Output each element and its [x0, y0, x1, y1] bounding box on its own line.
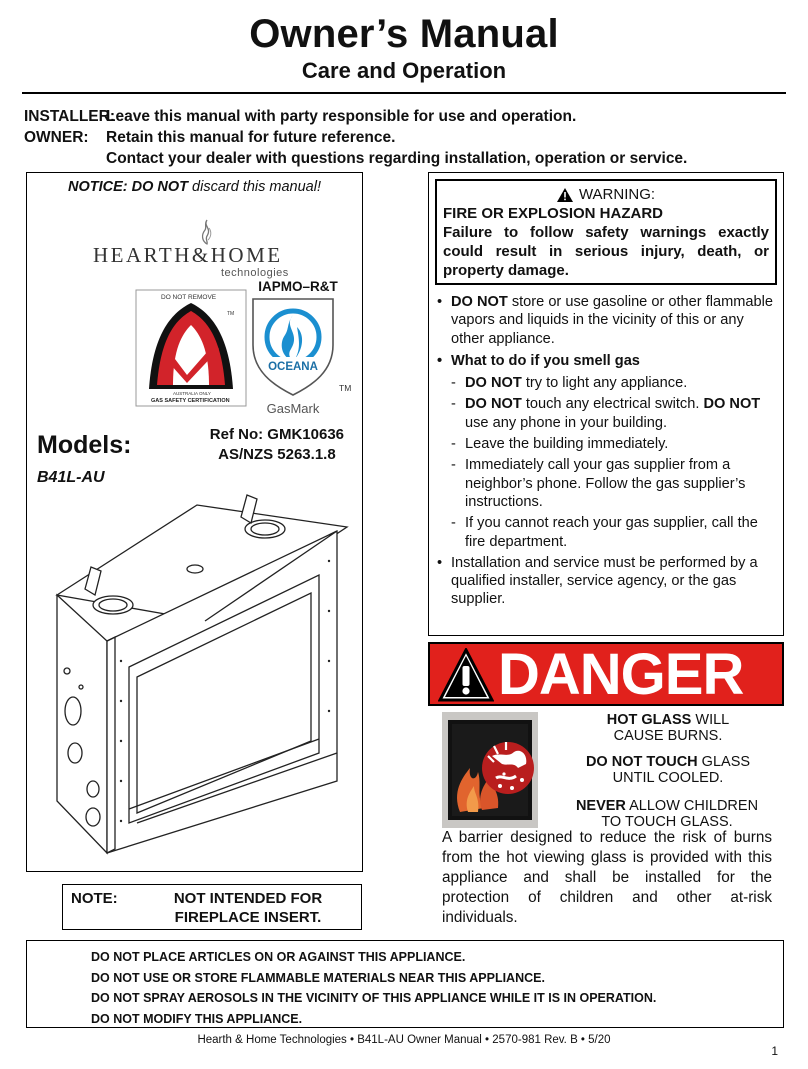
warning-header: [435, 179, 777, 285]
bottom-warning-1: DO NOT PLACE ARTICLES ON OR AGAINST THIS APPLIANCE.: [91, 950, 466, 964]
bottom-warning-2: DO NOT USE OR STORE FLAMMABLE MATERIALS NEAR THIS APPLIANCE.: [91, 970, 545, 985]
gasmark-certification: [239, 279, 357, 419]
danger-line-1: HOT GLASS WILL CAUSE BURNS.: [606, 712, 730, 744]
warning-panel: [428, 172, 784, 636]
brand-sub: technologies: [221, 267, 289, 279]
page-subtitle: Care and Operation: [301, 58, 507, 83]
hot-glass-icon: [442, 712, 538, 828]
warning-sub-4: - Immediately call your gas supplier from a neighbor’s phone. Follow the gas supplier’s instructions.: [437, 456, 777, 511]
warning-triangle-icon: [557, 188, 573, 202]
installer-label: INSTALLER:: [24, 108, 115, 125]
warning-sub-2: - DO NOT touch any electrical switch. DO NOT use any phone in your building.: [437, 395, 777, 432]
danger-banner: [428, 642, 784, 706]
warning-bullet-2: • What to do if you smell gas: [437, 352, 777, 370]
oceana-label: OCEANA: [268, 361, 318, 373]
bottom-warning-3: DO NOT SPRAY AEROSOLS IN THE VICINITY OF THIS APPLIANCE WHILE IT IS IN OPERATION.: [91, 991, 657, 1005]
owner-text-1: Retain this manual for future reference.: [106, 129, 396, 146]
flame-icon: [199, 219, 215, 245]
footer-text: Hearth & Home Technologies • B41L-AU Owner Manual • 2570-981 Rev. B • 5/20: [197, 1034, 611, 1046]
warning-bullet-3: • Installation and service must be performed by a qualified installer, service agency, or the gas supplier.: [437, 554, 777, 609]
danger-line-2: DO NOT TOUCH GLASS UNTIL COOLED.: [585, 754, 751, 786]
oceana-shield-icon: [239, 295, 357, 419]
gasmark-tm: TM: [339, 383, 352, 393]
warning-title: WARNING:: [578, 186, 656, 203]
intro-block: [24, 106, 687, 169]
warning-body: Failure to follow safety warnings exactly could result in serious injury, death, or property damage.: [443, 224, 769, 279]
gasmark-label: GasMark: [266, 401, 320, 416]
warning-sub-5: - If you cannot reach your gas supplier, call the fire department.: [437, 514, 777, 551]
note-box: [62, 884, 362, 930]
danger-line-3: NEVER ALLOW CHILDREN TO TOUCH GLASS.: [575, 798, 759, 830]
installer-text: Leave this manual with party responsible for use and operation.: [106, 108, 577, 125]
owner-text-2: Contact your dealer with questions regarding installation, operation or service.: [106, 150, 688, 167]
notice-bold: NOTICE: DO NOT: [67, 179, 189, 195]
cert1-bottom-1: AUSTRALIA ONLY: [173, 391, 211, 396]
warning-bullet-1: • DO NOT store or use gasoline or other flammable vapors and liquids in the vicinity of this or any other appliance.: [437, 293, 777, 348]
iapmo-label: IAPMO–R&T: [258, 279, 338, 294]
brand-word: HEARTH&HOME: [93, 243, 283, 267]
bottom-warning-4: DO NOT MODIFY THIS APPLIANCE.: [91, 1011, 303, 1026]
owner-row: [24, 127, 687, 148]
models-label: Models:: [37, 431, 132, 459]
bottom-warnings: [26, 940, 784, 1028]
model-number: B41L-AU: [37, 469, 105, 486]
standard-number: AS/NZS 5263.1.8: [218, 446, 336, 463]
title-rule: [22, 92, 786, 94]
cert1-tm: TM: [227, 311, 235, 317]
cert1-top-text: DO NOT REMOVE: [161, 294, 217, 301]
note-label: NOTE:: [71, 890, 118, 907]
fireplace-appliance-illustration: [37, 491, 355, 861]
gas-safety-certification-icon: [135, 289, 247, 407]
warning-hazard: FIRE OR EXPLOSION HAZARD: [443, 205, 664, 222]
page-title: Owner’s Manual: [249, 12, 559, 56]
brand-logo: [93, 219, 313, 279]
notice-rest: discard this manual!: [188, 179, 321, 195]
notice-text: [27, 179, 362, 195]
warning-list: [437, 293, 777, 613]
danger-triangle-icon: [438, 648, 494, 702]
installer-row: [24, 106, 687, 127]
owner-row-2: [24, 148, 687, 169]
owner-label: OWNER:: [24, 129, 89, 146]
reference-block: [210, 425, 344, 465]
barrier-text: A barrier designed to reduce the risk of burns from the hot viewing glass is provided with this appliance and shall be installed for the protection of children and other at-risk individuals.: [442, 829, 772, 926]
warning-sub-1: - DO NOT try to light any appliance.: [437, 374, 777, 392]
warning-sub-3: - Leave the building immediately.: [437, 435, 777, 453]
left-panel: [26, 172, 363, 872]
cert1-bottom-2: GAS SAFETY CERTIFICATION: [151, 398, 230, 404]
danger-word: DANGER: [498, 642, 744, 707]
warning-title-row: [443, 185, 769, 204]
note-text: [143, 889, 353, 927]
page-number: 1: [771, 1044, 778, 1058]
note-line-2: FIREPLACE INSERT.: [174, 909, 322, 926]
ref-number: Ref No: GMK10636: [209, 426, 344, 443]
note-line-1: NOT INTENDED FOR: [173, 890, 323, 907]
